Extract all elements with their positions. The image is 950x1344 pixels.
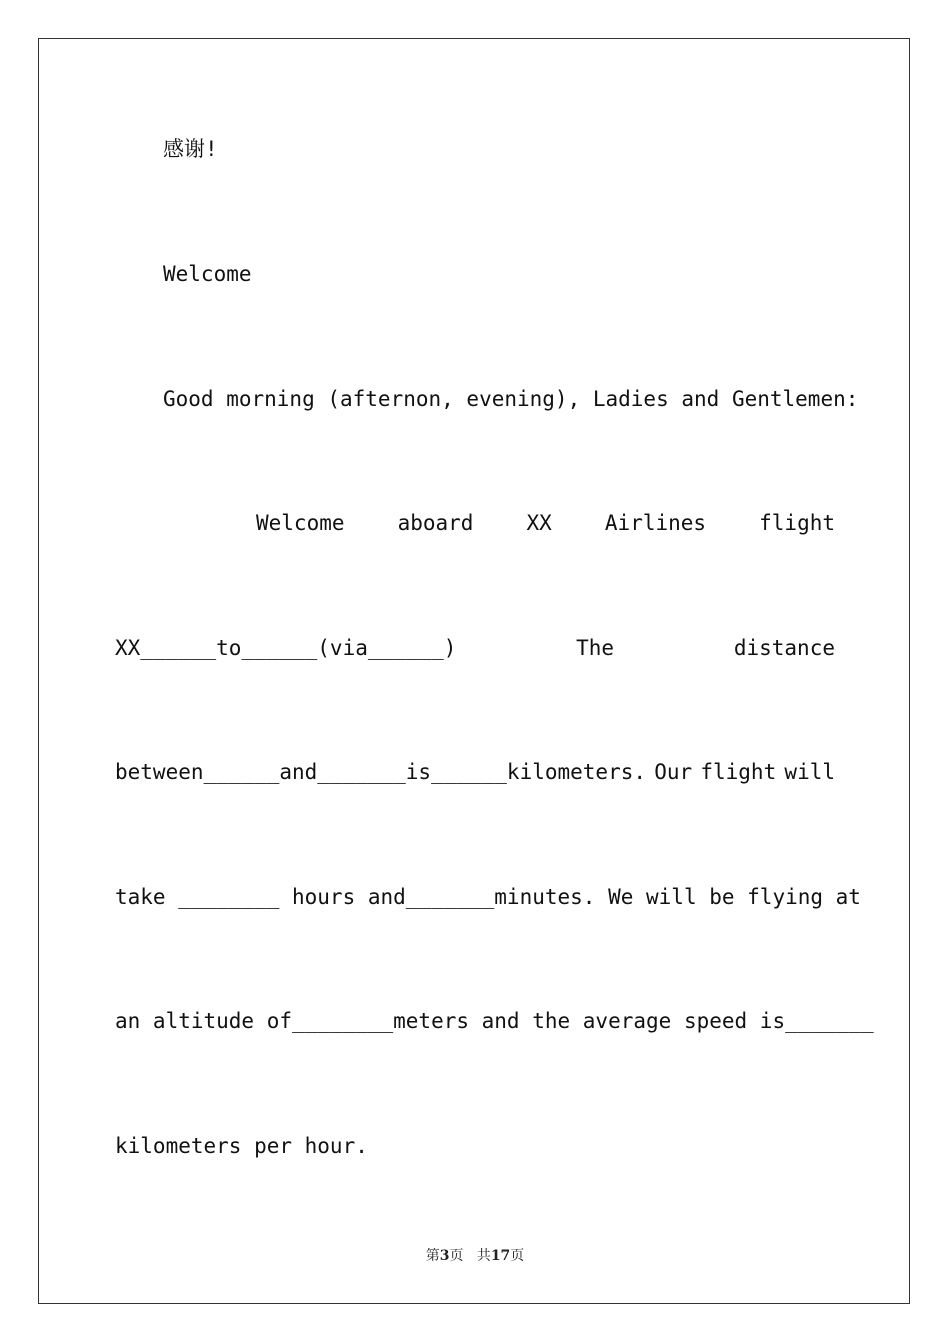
word: Welcome — [256, 511, 345, 535]
paragraph-line-5: an altitude of________meters and the average speed is_______ — [115, 1009, 874, 1033]
word: between______and_______is______kilometers. — [115, 760, 647, 784]
word: XX — [526, 511, 552, 535]
word: flight — [700, 760, 777, 784]
word: Airlines — [604, 511, 707, 535]
total-suffix: 页 — [510, 1248, 525, 1264]
word: will — [784, 760, 835, 784]
word: Our — [654, 760, 693, 784]
word: flight — [759, 511, 835, 535]
word: The — [576, 636, 615, 660]
welcome-heading: Welcome — [163, 262, 252, 286]
page-suffix: 页 — [449, 1248, 464, 1264]
total-pages: 17 — [490, 1248, 511, 1264]
word: distance — [733, 636, 835, 660]
page-footer — [0, 1246, 950, 1266]
page-number: 3 — [439, 1248, 450, 1264]
paragraph-line-3 — [115, 758, 835, 786]
paragraph-line-2 — [115, 634, 835, 662]
greeting-line: Good morning (afternon, evening), Ladies and Gentlemen: — [163, 387, 859, 411]
page-prefix: 第 — [425, 1248, 440, 1264]
page-border — [38, 38, 910, 1304]
paragraph-line-1 — [256, 509, 835, 537]
paragraph-line-4: take ________ hours and_______minutes. We will be flying at — [115, 885, 861, 909]
word: aboard — [397, 511, 474, 535]
word: XX______to______(via______) — [115, 636, 457, 660]
thanks-line: 感谢! — [163, 137, 218, 161]
total-prefix: 共 — [476, 1248, 491, 1264]
paragraph-line-6: kilometers per hour. — [115, 1134, 368, 1158]
